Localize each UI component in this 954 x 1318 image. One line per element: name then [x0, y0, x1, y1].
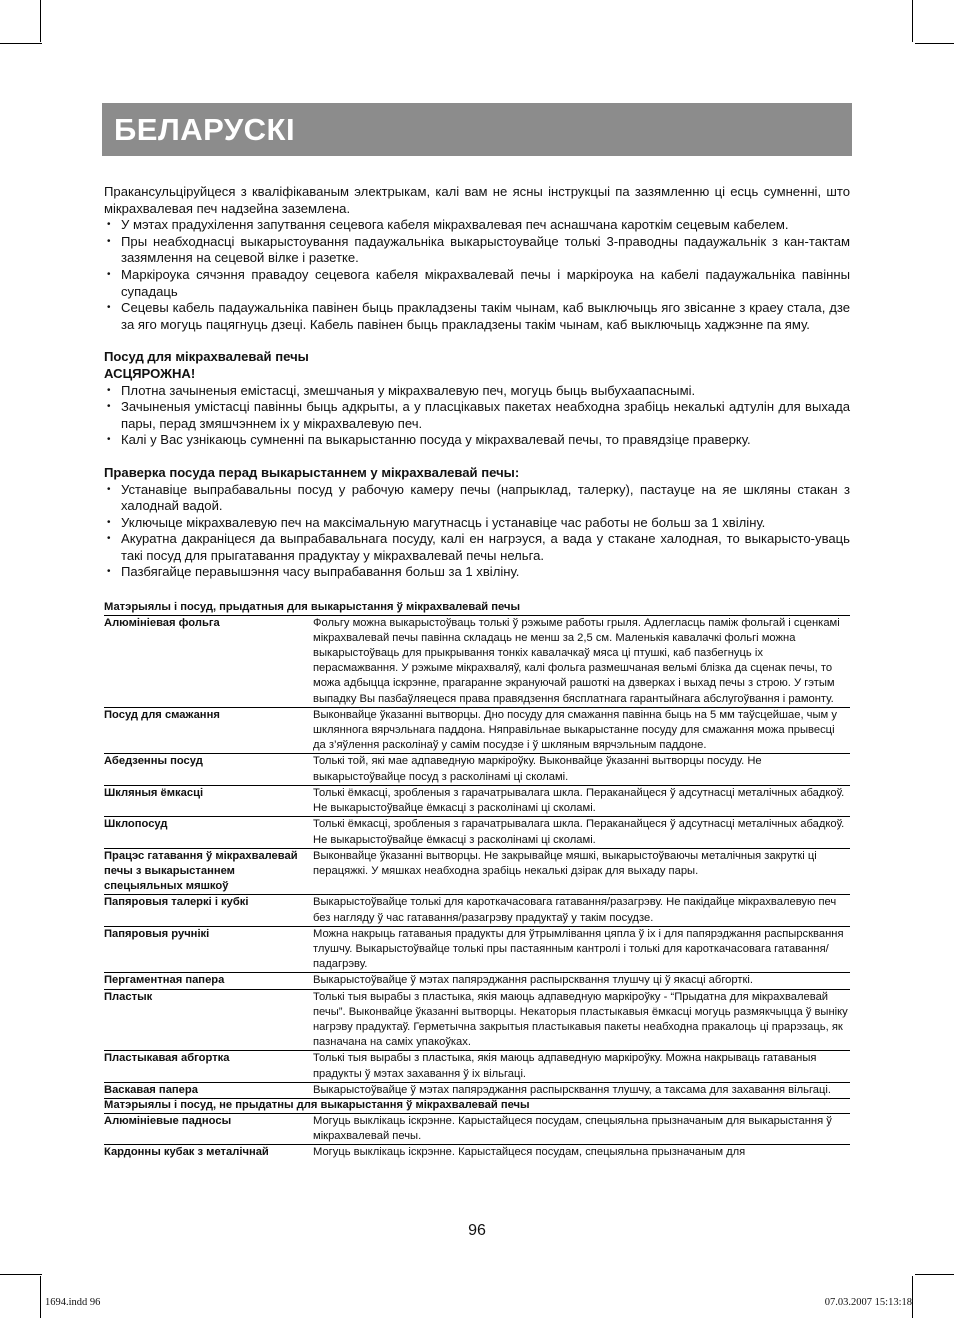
material-name: Алюмініевая фольга	[104, 616, 313, 708]
crop-mark	[40, 1276, 41, 1318]
material-name: Шкляныя ёмкасці	[104, 785, 313, 816]
crop-mark	[0, 1274, 42, 1275]
material-name: Пергаментная папера	[104, 973, 313, 989]
material-desc: Выкарыстоўвайце толькі для кароткачасовага гатавання/разагрэву. Не пакідайце мікрахвалевую печ без нагляду ў час гатавання/разагрэву прадуктаў у такім посудзе.	[313, 895, 850, 926]
list-item: • Пры неабходнасці выкарыстоування падаужальніка выкарыстоувайце толькі 3-праводны падаужальнік з кан-тактам зазямлення на сецевой вілке і разетке.	[104, 234, 850, 267]
table-row	[104, 707, 850, 754]
material-desc: Фольгу можна выкарыстоўваць толькі ў рэжыме работы грыля. Адлегласць паміж фольгай і сценкамі мікрахвалевай печы павінна складаць не менш за 2,5 см. Маленькія кавалачкі фольгі можна выкарыстоўваць для прыкрывання тонкіх кавалачкаў мяса ці птушкі, каб пазбегнуць іх перасмажвання. У рэжыме мікрахваляў, калі фольга размешчаная вельмі блізка да сценак печы, то можа адбыцца іскрэнне, прагаранне экрануючай рашоткі на дзверках і выхад печы з строю. У гэтым выпадку Вы пазбаўляецеся права правядзення бясплатнага гарантыйнага абслугоўвання і рамонту.	[313, 616, 850, 708]
material-desc: Толькі ёмкасці, зробленыя з гарачатрывалага шкла. Пераканайцеся ў адсутнасці металічных абадкоў. Не выкарыстоўвайце ёмкасці з расколінамі ці сколамі.	[313, 785, 850, 816]
material-desc: Выконвайце ўказанні вытворцы. Не закрывайце мяшкі, выкарыстоўваючы металічныя закруткі ці перацяжкі. У мяшках неабходна зрабіць некалькі дзірак для выхаду пары.	[313, 848, 850, 895]
table-row	[104, 817, 850, 848]
crop-mark	[912, 1276, 913, 1318]
crop-mark	[40, 0, 41, 42]
cookware-heading: Посуд для мікрахвалевай печы	[104, 349, 309, 365]
warning-label: АСЦЯРОЖНА!	[104, 365, 196, 381]
table-row	[104, 1051, 850, 1082]
table-row	[104, 1114, 850, 1145]
table-row	[104, 973, 850, 989]
material-name: Абедзенны посуд	[104, 754, 313, 785]
footer-file: 1694.indd 96	[45, 1297, 101, 1308]
crop-mark	[912, 0, 913, 42]
main-content	[104, 184, 850, 1160]
check-heading: Праверка посуда перад выкарыстаннем у мікрахвалевай печы:	[104, 464, 520, 480]
crop-mark	[0, 43, 42, 44]
table-row	[104, 785, 850, 816]
material-name: Васкавая папера	[104, 1082, 313, 1098]
list-item: • Зачыненыя умістасці павінны быць адкрыты, а у пласцікавых пакетах неабходна зрабіць некалькі адтулін для выхада пары, перад змяшчэннем іх у мікрахвалевую печ.	[104, 399, 850, 432]
intro-text: Пракансульціруйцеся з кваліфікаваным электрыкам, калі вам не ясны інструкцыі па зазямленню ці есць сумненні, што мікрахвалевая печ надзейна заземлена.	[104, 184, 850, 216]
material-name: Алюмініевые падносы	[104, 1114, 313, 1145]
list-item: • Устанавіце выпрабавальны посуд у рабочую камеру печы (напрыклад, талерку), пастауце на яе шкляны стакан з халоднай вадой.	[104, 482, 850, 515]
material-name: Пластыкавая абгортка	[104, 1051, 313, 1082]
material-desc: Толькі ёмкасці, зробленыя з гарачатрывалага шкла. Пераканайцеся ў адсутнасці металічных абадкоў. Не выкарыстоўвайце ёмкасці з расколінамі ці сколамі.	[313, 817, 850, 848]
material-desc: Толькі тыя вырабы з пластыка, якія маюць адпаведную маркіроўку - “Прыдатна для мікрахвалевай печы”. Выконвайце ўказанні вытворцы. Некаторыя пластыкавыя ёмкасці могуць размякчыцца ў выніку нагрэву прадуктаў. Герметычна закрытыя пластыкавыя пакеты неабходна пракалоць ці прарэзаць, як пазначана на саміх упакоўках.	[313, 989, 850, 1051]
crop-mark	[915, 43, 954, 44]
crop-mark	[915, 1274, 954, 1275]
material-desc: Выкарыстоўвайце ў мэтах папярэджання распырсквання тлушчу, а таксама для захавання вільгаці.	[313, 1082, 850, 1098]
intro-list	[104, 217, 850, 333]
list-item: • Уключыце мікрахвалевую печ на максімальную магутнасць і устанавіце час работы не больш за 1 хвіліну.	[104, 515, 850, 532]
suitable-materials-table	[104, 616, 850, 1099]
check-list	[104, 482, 850, 582]
list-item: • У мэтах прадухілення запутвання сецевога кабеля мікрахвалевая печ аснашчана кароткім сецевым кабелем.	[104, 217, 850, 234]
list-item: • Калі у Вас узнікаюць сумненні па выкарыстанню посуда у мікрахвалевай печы, то правядзіце праверку.	[104, 432, 850, 449]
list-item: • Акуратна дакраніцеся да выпрабавальнага посуду, калі ен нагрэуся, а вада у стакане халодная, то выкарысто-уваць такі посуд для прыгатавання прадуктау у мікрахвалевай печы нельга.	[104, 531, 850, 564]
table-row	[104, 1082, 850, 1098]
material-name: Посуд для смажання	[104, 707, 313, 754]
material-name: Папяровыя ручнікі	[104, 926, 313, 973]
footer-datetime: 07.03.2007 15:13:18	[824, 1297, 912, 1308]
cookware-list	[104, 383, 850, 449]
table-row	[104, 926, 850, 973]
material-name: Шклопосуд	[104, 817, 313, 848]
material-desc: Толькі тыя вырабы з пластыка, якія маюць адпаведную маркіроўку. Можна накрываць гатаваныя прадукты ў мэтах захавання ў іх вільгаці.	[313, 1051, 850, 1082]
material-desc: Толькі той, які мае адпаведную маркіроўку. Выконвайце ўказанні вытворцы посуду. Не выкарыстоўвайце посуд з расколінамі ці сколамі.	[313, 754, 850, 785]
list-item: • Плотна зачыненыя емістасці, змешчаныя у мікрахвалевую печ, могуць быць выбухаапаснымі.	[104, 383, 850, 400]
unsuitable-table-title: Матэрыялы і посуд, не прыдатны для выкарыстання ў мікрахвалевай печы	[104, 1099, 850, 1114]
material-desc: Выконвайце ўказанні вытворцы. Дно посуду для смажання павінна быць на 5 мм таўсцейшае, чым у шкляннога вярчэльнага паддона. Няправільнае выкарыстанне посуду для смажання можа прывесці да з’яўлення расколінаў у самім посудзе і ў шкляным вярчэльным паддоне.	[313, 707, 850, 754]
material-name: Папяровыя талеркі і кубкі	[104, 895, 313, 926]
table-row	[104, 989, 850, 1051]
table-row	[104, 754, 850, 785]
material-desc: Могуць выклікаць іскрэнне. Карыстайцеся посудам, спецыяльна прызначаным для	[313, 1145, 746, 1158]
material-desc: Можна накрыць гатаваныя прадукты для ўтрымлівання цяпла ў іх і для папярэджання распырсквання тлушчу. Выкарыстоўвайце толькі пры пастаянным кантролі і толькі для кароткачасовага гатавання/падагрэву.	[313, 926, 850, 973]
material-name: Пластык	[104, 989, 313, 1051]
list-item: • Пазбягайце перавышэння часу выпрабавання больш за 1 хвіліну.	[104, 564, 850, 581]
material-desc: Выкарыстоўвайце ў мэтах папярэджання распырсквання тлушчу ці ў якасці абгорткі.	[313, 973, 850, 989]
material-desc: Могуць выклікаць іскрэнне. Карыстайцеся посудам, спецыяльна прызначаным для выкарыстання ў мікрахвалевай печы.	[313, 1114, 850, 1145]
material-name: Кардонны кубак з металічнай	[104, 1145, 269, 1158]
table-row	[104, 895, 850, 926]
page-number: 96	[468, 1222, 486, 1239]
unsuitable-materials-table	[104, 1114, 850, 1161]
language-header	[102, 103, 852, 156]
page-title: БЕЛАРУСКІ	[114, 112, 296, 147]
table-row	[104, 616, 850, 708]
material-name: Працэс гатавання ў мікрахвалевай печы з выкарыстаннем спецыяльных мяшкоў	[104, 848, 313, 895]
list-item: • Маркіроука сячэння правадоу сецевога кабеля мікрахвалевай печы і маркіроука на кабелі падаужальніка павінны супадаць	[104, 267, 850, 300]
list-item: • Сецевы кабель падаужальніка павінен быць пракладзены такім чынам, каб выключыць яго звісанне з краеу стала, дзе за яго могуць пацягнуць дзеці. Кабель павінен быць пракладзены такім чынам, каб выключыць хаджэнне па яму.	[104, 300, 850, 333]
suitable-table-title: Матэрыялы і посуд, прыдатныя для выкарыстання ў мікрахвалевай печы	[104, 601, 850, 616]
table-row	[104, 848, 850, 895]
table-row	[104, 1144, 850, 1160]
